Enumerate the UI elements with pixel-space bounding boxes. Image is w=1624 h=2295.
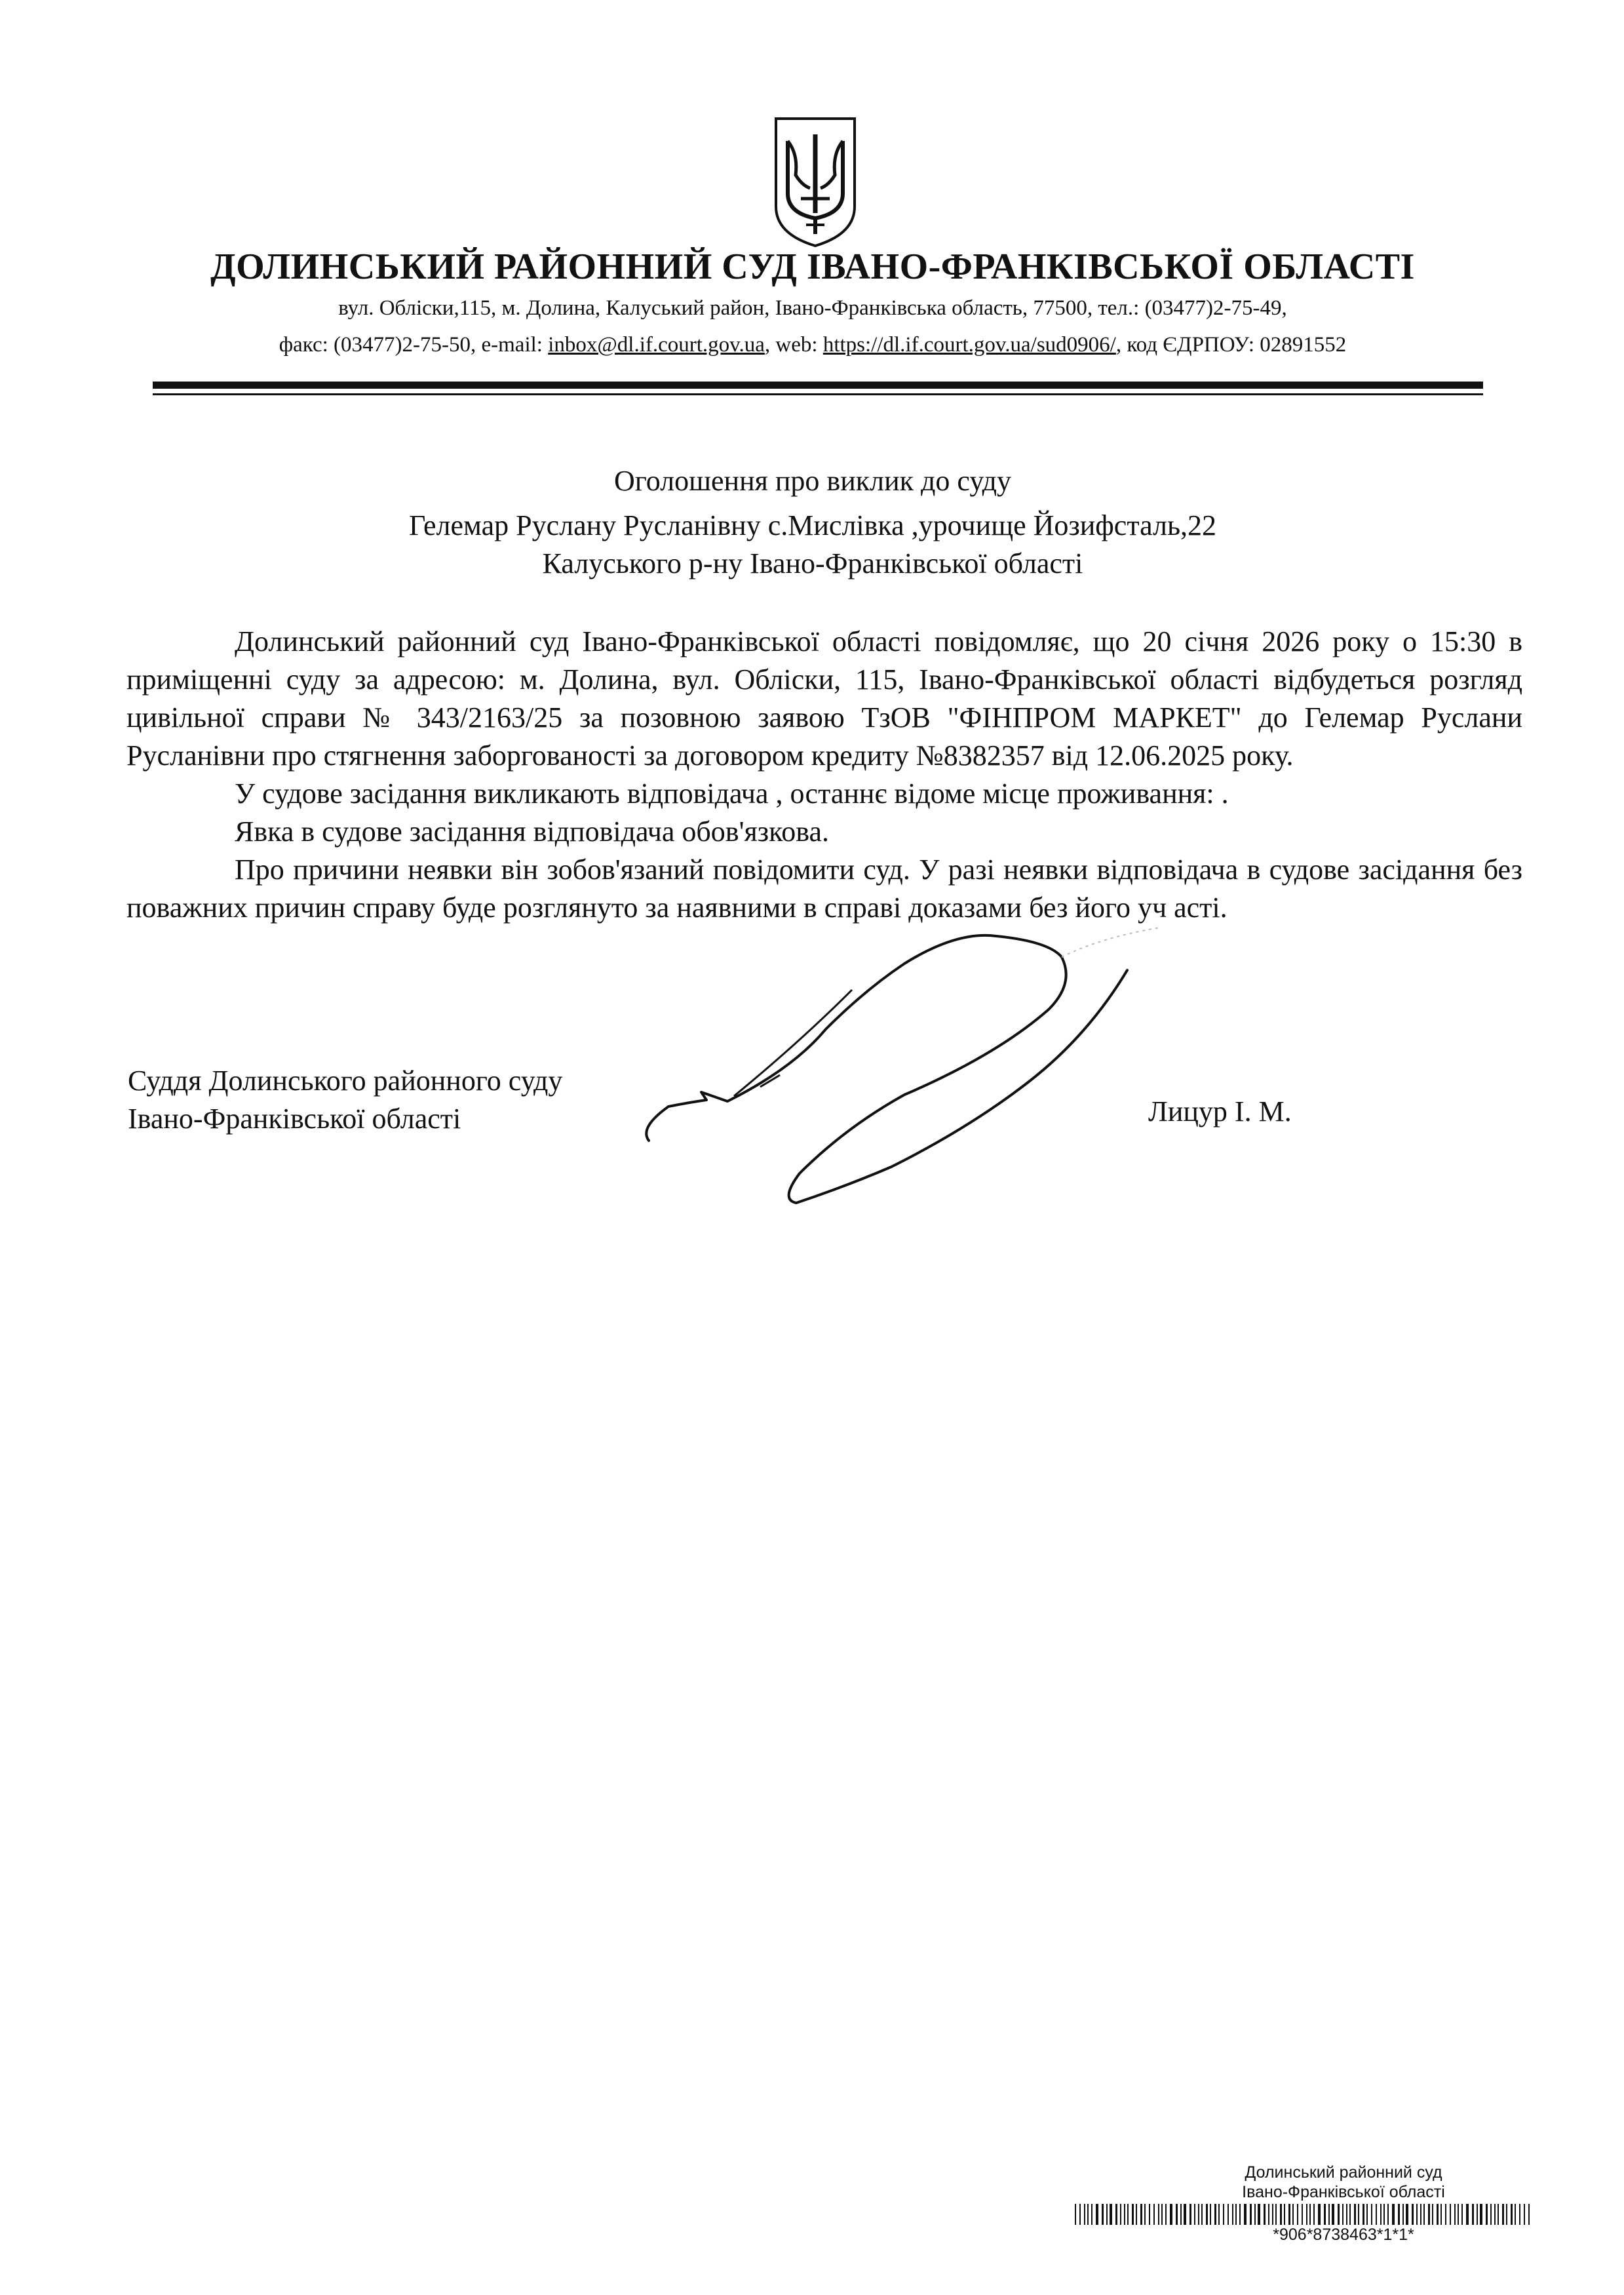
barcode-bar — [1297, 2204, 1298, 2225]
trident-icon — [772, 115, 859, 249]
notice-region: Калуського р-ну Івано-Франківської області — [542, 547, 1083, 579]
barcode-number: *906*8738463*1*1* — [1273, 2226, 1414, 2244]
barcode-bar — [1486, 2204, 1488, 2225]
barcode-bar — [1180, 2204, 1182, 2225]
barcode-bar — [1313, 2204, 1315, 2225]
barcode-bar — [1387, 2204, 1389, 2225]
barcode-bar — [1165, 2204, 1167, 2225]
barcode-bar — [1445, 2204, 1446, 2225]
barcode-bar — [1450, 2204, 1451, 2225]
barcode-bar — [1366, 2204, 1368, 2225]
barcode-bar — [1189, 2204, 1191, 2225]
barcode-bar — [1140, 2204, 1142, 2225]
notice-title: Оголошення про виклик до суду — [614, 465, 1011, 497]
barcode-bar — [1184, 2204, 1186, 2225]
barcode-bar — [1158, 2204, 1159, 2225]
notice-addressee: Гелемар Руслану Русланівну с.Мислівка ,урочище Йозифсталь,22 — [408, 509, 1217, 541]
barcode-bar — [1124, 2204, 1125, 2225]
barcode-bar — [1490, 2204, 1492, 2225]
barcode-bar — [1194, 2204, 1195, 2225]
barcode-bar — [1458, 2204, 1459, 2225]
barcode-bar — [1524, 2204, 1525, 2225]
barcode-bar — [1280, 2204, 1282, 2225]
court-name: ДОЛИНСЬКИЙ РАЙОННИЙ СУД ІВАНО-ФРАНКІВСЬКОЇ ОБЛАСТІ — [210, 246, 1415, 287]
barcode-bar — [1218, 2204, 1220, 2225]
barcode-bar — [1149, 2204, 1150, 2225]
barcode-bar — [1454, 2204, 1456, 2225]
barcode-bar — [1075, 2204, 1076, 2225]
barcode-bar — [1087, 2204, 1089, 2225]
barcode-bar — [1354, 2204, 1356, 2225]
barcode-bar — [1480, 2204, 1482, 2225]
barcode-bar — [1144, 2204, 1146, 2225]
barcode-bar — [1358, 2204, 1359, 2225]
barcode-bar — [1528, 2204, 1530, 2225]
court-contacts — [92, 333, 1534, 357]
notice-body — [126, 623, 1522, 927]
barcode-bar — [1420, 2204, 1421, 2225]
barcode-bar — [1498, 2204, 1499, 2225]
body-paragraph-absence: Про причини неявки він зобов'язаний повідомити суд. У разі неявки відповідача в судове засідання без поважних причин справу буде розглянуто за наявними в справі доказами без його уч асті. — [126, 853, 1522, 924]
judge-position — [128, 1062, 562, 1138]
barcode-bar — [1511, 2204, 1513, 2225]
stamp-court-name: Долинський районний суд — [1245, 2163, 1442, 2182]
barcode-bar — [1318, 2204, 1321, 2225]
barcode-bar — [1268, 2204, 1269, 2225]
barcode-bar — [1376, 2204, 1377, 2225]
barcode-bar — [1349, 2204, 1351, 2225]
barcode-bar — [1506, 2204, 1507, 2225]
barcode-bar — [1153, 2204, 1155, 2225]
barcode-bar — [1115, 2204, 1117, 2225]
barcode-bar — [1432, 2204, 1433, 2225]
barcode-bar — [1250, 2204, 1252, 2225]
barcode-bar — [1402, 2204, 1404, 2225]
barcode-bar — [1338, 2204, 1340, 2225]
barcode-bar — [1288, 2204, 1290, 2225]
barcode-bar — [1161, 2204, 1163, 2225]
barcode-bar — [1392, 2204, 1395, 2225]
barcode-bar — [1440, 2204, 1442, 2225]
barcode-bar — [1515, 2204, 1516, 2225]
barcode-bar — [1477, 2204, 1478, 2225]
barcode-bar — [1346, 2204, 1347, 2225]
barcode-bar — [1363, 2204, 1364, 2225]
barcode-bar — [1461, 2204, 1463, 2225]
barcode-bar — [1437, 2204, 1439, 2225]
barcode-bar — [1228, 2204, 1229, 2225]
barcode-bar — [1232, 2204, 1233, 2225]
judge-position-line-2: Івано-Франківської області — [128, 1103, 461, 1135]
barcode-bar — [1466, 2204, 1469, 2225]
barcode — [1075, 2204, 1534, 2225]
stamp-region: Івано-Франківської області — [1242, 2183, 1445, 2201]
barcode-bar — [1502, 2204, 1504, 2225]
barcode-bar — [1383, 2204, 1385, 2225]
barcode-bar — [1136, 2204, 1137, 2225]
barcode-bar — [1275, 2204, 1277, 2225]
barcode-bar — [1244, 2204, 1247, 2225]
barcode-bar — [1272, 2204, 1273, 2225]
judge-position-line-1: Суддя Долинського районного суду — [128, 1065, 563, 1097]
body-paragraph-summons: У судове засідання викликають відповідача , останнє відоме місце проживання: . — [235, 777, 1229, 810]
barcode-bar — [1328, 2204, 1330, 2225]
barcode-bar — [1079, 2204, 1081, 2225]
edrpou-code: , код ЄДРПОУ: 02891552 — [1115, 333, 1347, 357]
body-paragraph-hearing: Долинський районний суд Івано-Франківської області повідомляє, що 20 січня 2026 року о 15:30 в приміщенні суду за адресою: м. Долина, вул. Обліски, 115, Івано-Франківської області відбудеться розгляд цивільної справи № 343/2163/25 за позовною заявою ТзОВ "ФІНПРОМ МАРКЕТ" до Гелемар Руслани Русланівни про стягнення заборгованості за договором кредиту №8382357 від 12.06.2025 року. — [126, 625, 1522, 772]
barcode-bar — [1428, 2204, 1430, 2225]
barcode-bar — [1110, 2204, 1112, 2225]
barcode-bar — [1398, 2204, 1400, 2225]
barcode-bar — [1132, 2204, 1134, 2225]
barcode-bar — [1096, 2204, 1098, 2225]
barcode-bar — [1127, 2204, 1129, 2225]
email-link[interactable]: inbox@dl.if.court.gov.ua — [548, 333, 765, 357]
barcode-bar — [1091, 2204, 1092, 2225]
barcode-bar — [1102, 2204, 1104, 2225]
barcode-bar — [1198, 2204, 1199, 2225]
barcode-bar — [1106, 2204, 1108, 2225]
barcode-bar — [1084, 2204, 1085, 2225]
barcode-bar — [1406, 2204, 1408, 2225]
barcode-bar — [1214, 2204, 1216, 2225]
barcode-bar — [1170, 2204, 1172, 2225]
barcode-bar — [1472, 2204, 1474, 2225]
judge-name: Лицур І. М. — [1148, 1095, 1292, 1128]
barcode-bar — [1239, 2204, 1241, 2225]
barcode-bar — [1309, 2204, 1311, 2225]
barcode-bar — [1254, 2204, 1256, 2225]
barcode-bar — [1412, 2204, 1414, 2225]
barcode-bar — [1258, 2204, 1260, 2225]
barcode-bar — [1264, 2204, 1266, 2225]
barcode-bar — [1423, 2204, 1425, 2225]
court-address: вул. Обліски,115, м. Долина, Калуський район, Івано-Франківська область, 77500, тел.: (03477)2-75-49, — [338, 296, 1287, 320]
barcode-bar — [1324, 2204, 1326, 2225]
website-link[interactable]: https://dl.if.court.gov.ua/sud0906/ — [822, 333, 1116, 357]
barcode-bar — [1206, 2204, 1208, 2225]
barcode-bar — [1302, 2204, 1303, 2225]
header-divider-thick — [153, 382, 1483, 389]
barcode-bar — [1176, 2204, 1178, 2225]
barcode-bar — [1519, 2204, 1520, 2225]
handwritten-signature — [629, 911, 1232, 1226]
barcode-bar — [1342, 2204, 1344, 2225]
barcode-bar — [1306, 2204, 1307, 2225]
barcode-bar — [1223, 2204, 1224, 2225]
barcode-bar — [1201, 2204, 1203, 2225]
web-label: , web: — [764, 333, 823, 357]
barcode-bar — [1371, 2204, 1372, 2225]
body-paragraph-attendance: Явка в судове засідання відповідача обов'язкова. — [235, 815, 829, 848]
barcode-bar — [1332, 2204, 1334, 2225]
barcode-bar — [1210, 2204, 1211, 2225]
fax-label: факс: (03477)2-75-50, e-mail: — [279, 333, 549, 357]
barcode-bar — [1416, 2204, 1418, 2225]
barcode-bar — [1494, 2204, 1496, 2225]
barcode-bar — [1284, 2204, 1285, 2225]
barcode-bar — [1120, 2204, 1121, 2225]
barcode-bar — [1380, 2204, 1382, 2225]
barcode-bar — [1235, 2204, 1237, 2225]
header-divider-thin — [153, 393, 1483, 395]
barcode-bar — [1292, 2204, 1294, 2225]
